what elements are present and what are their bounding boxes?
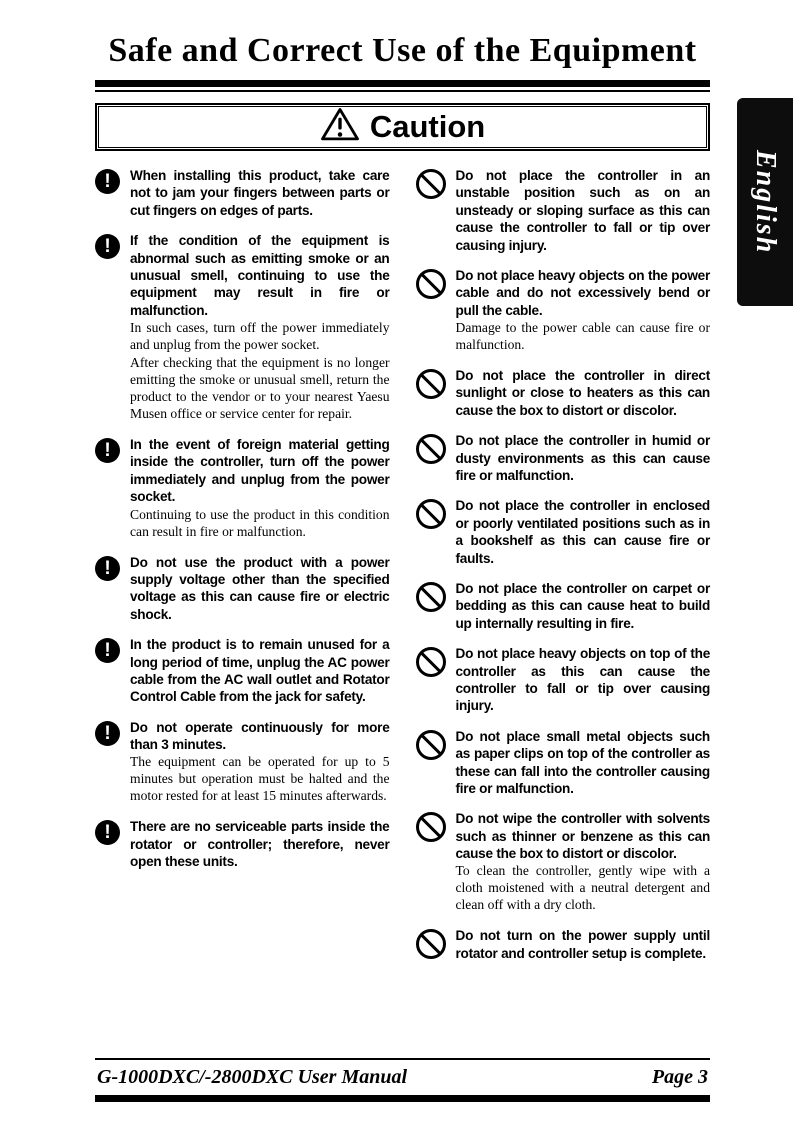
caution-label: Caution bbox=[369, 109, 486, 144]
warning-headline: Do not turn on the power supply until rotator and controller setup is complete. bbox=[455, 928, 710, 961]
warning-item bbox=[95, 818, 390, 870]
warning-headline: Do not place the controller in humid or dusty environments as this can cause fire or malfunction. bbox=[455, 433, 710, 484]
prohibition-icon bbox=[416, 169, 446, 199]
title-rule-thick bbox=[95, 80, 710, 87]
warning-item bbox=[416, 497, 711, 567]
warning-text bbox=[130, 554, 390, 624]
warning-text bbox=[456, 580, 711, 632]
warning-text bbox=[130, 232, 390, 423]
warning-columns bbox=[95, 167, 710, 975]
warning-detail: In such cases, turn off the power immediately and unplug from the power socket. bbox=[130, 320, 390, 353]
warning-triangle-icon bbox=[320, 107, 360, 147]
warning-text bbox=[456, 497, 711, 567]
warning-item bbox=[416, 927, 711, 962]
warning-text bbox=[456, 167, 711, 254]
warning-item bbox=[95, 232, 390, 423]
warning-item bbox=[95, 719, 390, 806]
warning-headline: Do not place the controller in enclosed or poorly ventilated positions such as in a bookshelf as this can cause fire or faults. bbox=[455, 498, 710, 566]
warning-text bbox=[456, 927, 711, 962]
warning-detail: To clean the controller, gently wipe with a cloth moistened with a neutral detergent and clean off with a dry cloth. bbox=[455, 863, 710, 913]
warning-detail: The equipment can be operated for up to 5 minutes but operation must be halted and the motor rested for at least 15 minutes afterwards. bbox=[130, 754, 390, 804]
warning-headline: Do not place the controller in direct sunlight or close to heaters as this can cause the box to distort or discolor. bbox=[455, 368, 710, 418]
caution-banner bbox=[95, 103, 710, 151]
exclamation-icon: ! bbox=[95, 169, 120, 194]
warning-item bbox=[95, 436, 390, 541]
prohibition-icon bbox=[416, 269, 446, 299]
warnings-column-left bbox=[95, 167, 390, 975]
exclamation-icon: ! bbox=[95, 234, 120, 259]
warning-item bbox=[416, 645, 711, 715]
warning-item bbox=[95, 636, 390, 706]
footer-page-number: Page 3 bbox=[651, 1066, 708, 1088]
warning-item bbox=[95, 167, 390, 219]
footer-manual-title: G-1000DXC/-2800DXC User Manual bbox=[97, 1066, 408, 1088]
warning-text bbox=[456, 432, 711, 484]
prohibition-icon bbox=[416, 812, 446, 842]
warning-headline: If the condition of the equipment is abnormal such as emitting smoke or an unusual smell, continuing to use the equipment may result in fire or malfunction. bbox=[130, 233, 390, 318]
warning-text bbox=[456, 645, 711, 715]
warning-headline: Do not place heavy objects on top of the controller as this can cause the controller to fall or tip over causing injury. bbox=[455, 646, 710, 714]
prohibition-icon bbox=[416, 434, 446, 464]
warning-headline: Do not operate continuously for more than 3 minutes. bbox=[130, 719, 390, 753]
warning-item bbox=[95, 554, 390, 624]
warning-text bbox=[456, 367, 711, 419]
page-footer bbox=[95, 1058, 710, 1102]
prohibition-icon bbox=[416, 929, 446, 959]
prohibition-icon bbox=[416, 582, 446, 612]
warning-item bbox=[416, 580, 711, 632]
page-title: Safe and Correct Use of the Equipment bbox=[108, 32, 697, 69]
warning-item bbox=[416, 728, 711, 798]
exclamation-icon: ! bbox=[95, 638, 120, 663]
warning-detail: After checking that the equipment is no longer emitting the smoke or unusual smell, return the product to the vendor or to your nearest Yaesu Musen office or service center for repair. bbox=[130, 355, 390, 422]
warning-text bbox=[456, 810, 711, 914]
warnings-column-right bbox=[416, 167, 711, 975]
title-rule-thin bbox=[95, 90, 710, 92]
warning-headline: Do not place the controller on carpet or bedding as this can cause heat to build up internally resulting in fire. bbox=[455, 581, 710, 631]
warning-text bbox=[130, 636, 390, 706]
prohibition-icon bbox=[416, 730, 446, 760]
warning-item bbox=[416, 810, 711, 914]
warning-headline: Do not wipe the controller with solvents such as thinner or benzene as this can cause the box to distort or discolor. bbox=[455, 811, 710, 862]
language-tab-label: English bbox=[750, 149, 781, 255]
exclamation-icon: ! bbox=[95, 556, 120, 581]
warning-headline: When installing this product, take care not to jam your fingers between parts or cut fingers on edges of parts. bbox=[130, 168, 390, 218]
prohibition-icon bbox=[416, 499, 446, 529]
prohibition-icon bbox=[416, 647, 446, 677]
warning-text bbox=[456, 728, 711, 798]
warning-item bbox=[416, 167, 711, 254]
warning-text bbox=[130, 719, 390, 806]
warning-headline: In the event of foreign material getting inside the controller, turn off the power immediately and unplug from the power socket. bbox=[130, 437, 390, 505]
warning-text bbox=[130, 436, 390, 541]
footer-rule-thick bbox=[95, 1095, 710, 1102]
warning-headline: Do not place the controller in an unstable position such as on an unsteady or sloping surface as this can cause the controller to fall or tip over causing injury. bbox=[455, 168, 710, 253]
warning-item bbox=[416, 432, 711, 484]
warning-headline: Do not place heavy objects on the power cable and do not excessively bend or pull the cable. bbox=[455, 267, 710, 318]
warning-headline: In the product is to remain unused for a long period of time, unplug the AC power cable from the AC wall outlet and Rotator Control Cable from the jack for safety. bbox=[130, 637, 390, 705]
warning-text bbox=[130, 818, 390, 870]
warning-detail: Continuing to use the product in this condition can result in fire or malfunction. bbox=[130, 506, 390, 539]
warning-headline: Do not place small metal objects such as paper clips on top of the controller as these can fall into the controller causing fire or malfunction. bbox=[455, 728, 710, 796]
prohibition-icon bbox=[416, 369, 446, 399]
language-tab bbox=[737, 98, 793, 306]
exclamation-icon: ! bbox=[95, 721, 120, 746]
exclamation-icon: ! bbox=[95, 820, 120, 845]
warning-detail: Damage to the power cable can cause fire or malfunction. bbox=[455, 320, 710, 353]
warning-headline: Do not use the product with a power supply voltage other than the specified voltage as this can cause fire or electric shock. bbox=[130, 554, 390, 622]
warning-headline: There are no serviceable parts inside the rotator or controller; therefore, never open these units. bbox=[130, 819, 390, 870]
warning-text bbox=[456, 267, 711, 354]
warning-text bbox=[130, 167, 390, 219]
warning-item bbox=[416, 267, 711, 354]
warning-item bbox=[416, 367, 711, 419]
exclamation-icon: ! bbox=[95, 438, 120, 463]
